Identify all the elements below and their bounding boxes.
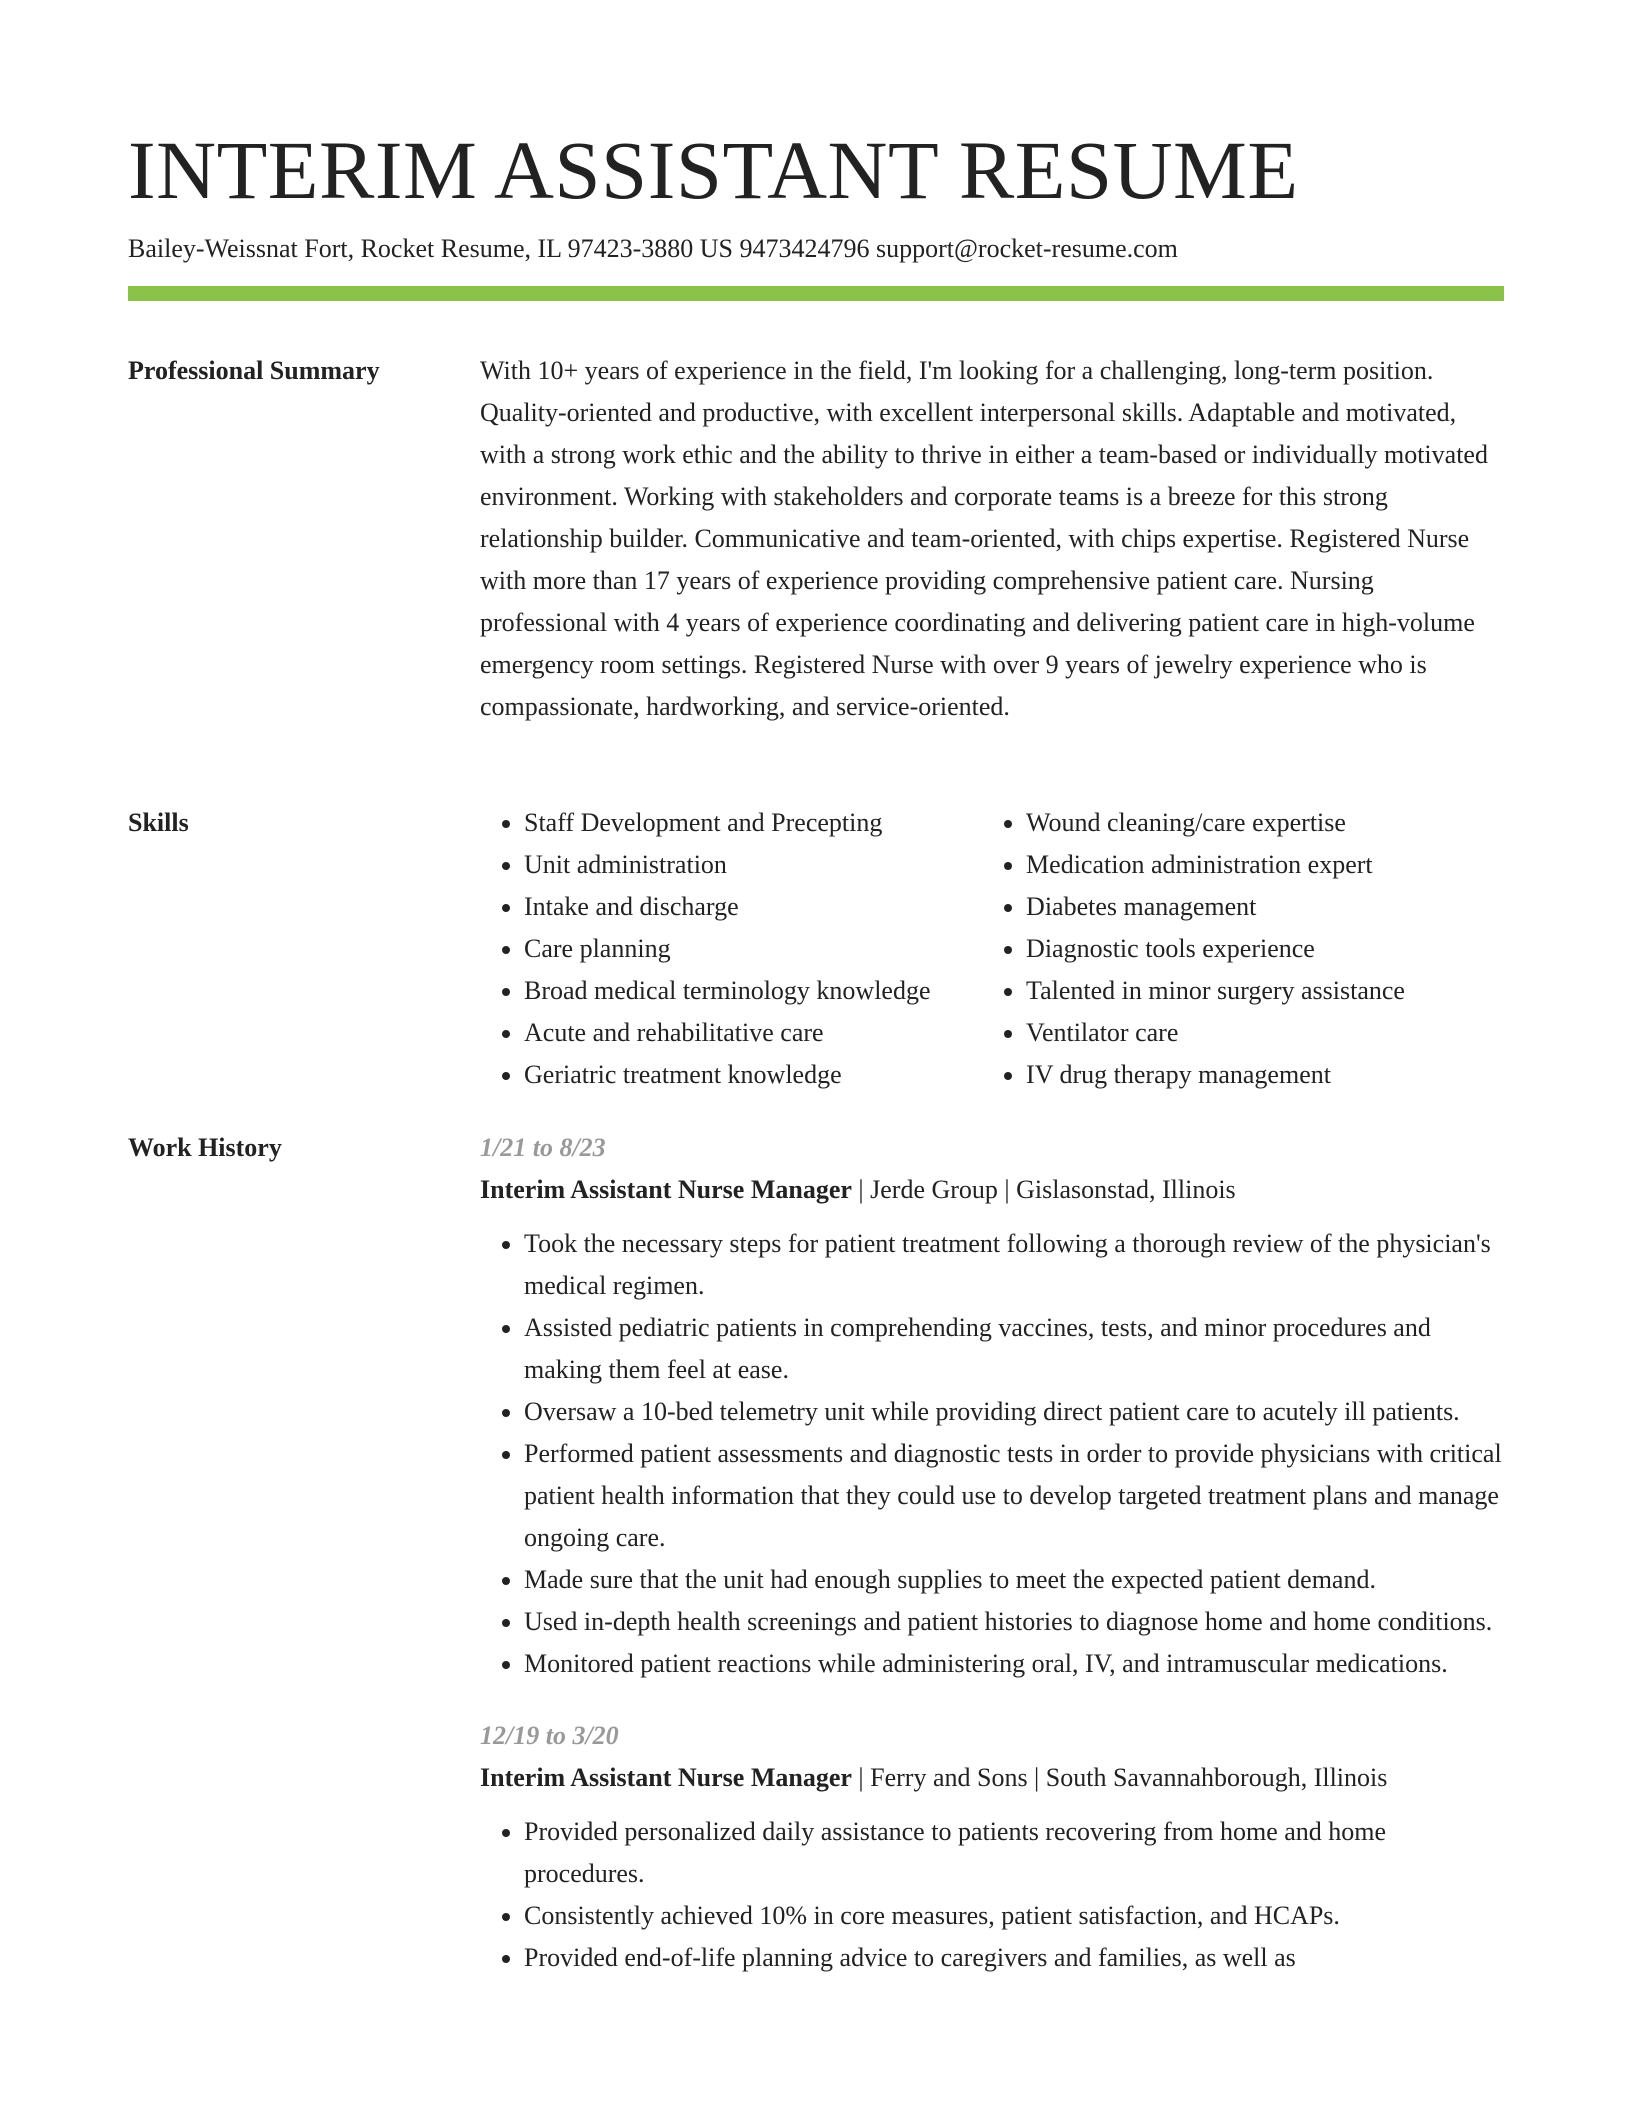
job-title: Interim Assistant Nurse Manager xyxy=(480,1175,852,1204)
job-bullet: • Oversaw a 10-bed telemetry unit while providing direct patient care to acutely ill patients. xyxy=(524,1391,1504,1433)
skill-item: • Broad medical terminology knowledge xyxy=(524,970,982,1012)
job-date: 1/21 to 8/23 xyxy=(480,1133,606,1162)
skills-section xyxy=(480,802,1504,1096)
skill-item: • Intake and discharge xyxy=(524,886,982,928)
skill-item: • Wound cleaning/care expertise xyxy=(1026,802,1504,844)
summary-text: With 10+ years of experience in the field, I'm looking for a challenging, long-term position. Quality-oriented and productive, with excellent interpersonal skills. Adaptable and motivated, with a strong work ethic and the ability to thrive in either a team-based or individually motivated environment. Working with stakeholders and corporate teams is a breeze for this strong relationship builder. Communicative and team-oriented, with chips expertise. Registered Nurse with more than 17 years of experience providing comprehensive patient care. Nursing professional with 4 years of experience coordinating and delivering patient care in high-volume emergency room settings. Registered Nurse with over 9 years of jewelry experience who is compassionate, hardworking, and service-oriented. xyxy=(480,356,1488,721)
skills-label: Skills xyxy=(128,808,189,837)
skills-list-right xyxy=(982,802,1504,1096)
skill-item: • Care planning xyxy=(524,928,982,970)
job-bullet: • Provided end-of-life planning advice to caregivers and families, as well as xyxy=(524,1937,1504,1979)
work-history-label: Work History xyxy=(128,1133,282,1162)
skill-item: • Ventilator care xyxy=(1026,1012,1504,1054)
job-details: | Ferry and Sons | South Savannahborough, Illinois xyxy=(851,1763,1388,1792)
accent-divider xyxy=(128,286,1504,301)
job-bullets xyxy=(480,1223,1504,1685)
job-details: | Jerde Group | Gislasonstad, Illinois xyxy=(851,1175,1236,1204)
work-history-section xyxy=(480,1127,1504,2009)
skill-item: • Diabetes management xyxy=(1026,886,1504,928)
skill-item: • Diagnostic tools experience xyxy=(1026,928,1504,970)
skill-item: • Talented in minor surgery assistance xyxy=(1026,970,1504,1012)
skill-item: • Medication administration expert xyxy=(1026,844,1504,886)
job-title: Interim Assistant Nurse Manager xyxy=(480,1763,852,1792)
summary-label: Professional Summary xyxy=(128,356,380,385)
skill-item: • IV drug therapy management xyxy=(1026,1054,1504,1096)
job-bullet: • Assisted pediatric patients in comprehending vaccines, tests, and minor procedures and making them feel at ease. xyxy=(524,1307,1504,1391)
job-entry xyxy=(480,1715,1504,1979)
skills-grid xyxy=(480,802,1504,1096)
job-date: 12/19 to 3/20 xyxy=(480,1721,619,1750)
skill-item: • Geriatric treatment knowledge xyxy=(524,1054,982,1096)
job-bullet: • Took the necessary steps for patient treatment following a thorough review of the physician's medical regimen. xyxy=(524,1223,1504,1307)
resume-title: INTERIM ASSISTANT RESUME xyxy=(128,124,1299,216)
contact-info: Bailey-Weissnat Fort, Rocket Resume, IL 97423-3880 US 9473424796 support@rocket-resume.com xyxy=(128,234,1178,263)
job-heading xyxy=(480,1169,1504,1211)
job-bullet: • Consistently achieved 10% in core measures, patient satisfaction, and HCAPs. xyxy=(524,1895,1504,1937)
job-entry xyxy=(480,1127,1504,1685)
job-heading xyxy=(480,1757,1504,1799)
skill-item: • Unit administration xyxy=(524,844,982,886)
job-bullet: • Made sure that the unit had enough supplies to meet the expected patient demand. xyxy=(524,1559,1504,1601)
skill-item: • Staff Development and Precepting xyxy=(524,802,982,844)
job-bullet: • Used in-depth health screenings and patient histories to diagnose home and home conditions. xyxy=(524,1601,1504,1643)
job-bullet: • Performed patient assessments and diagnostic tests in order to provide physicians with critical patient health information that they could use to develop targeted treatment plans and manage ongoing care. xyxy=(524,1433,1504,1559)
job-bullet: • Provided personalized daily assistance to patients recovering from home and home procedures. xyxy=(524,1811,1504,1895)
job-bullets xyxy=(480,1811,1504,1979)
skill-item: • Acute and rehabilitative care xyxy=(524,1012,982,1054)
skills-list-left xyxy=(480,802,982,1096)
summary-section xyxy=(480,350,1504,728)
job-bullet: • Monitored patient reactions while administering oral, IV, and intramuscular medications. xyxy=(524,1643,1504,1685)
